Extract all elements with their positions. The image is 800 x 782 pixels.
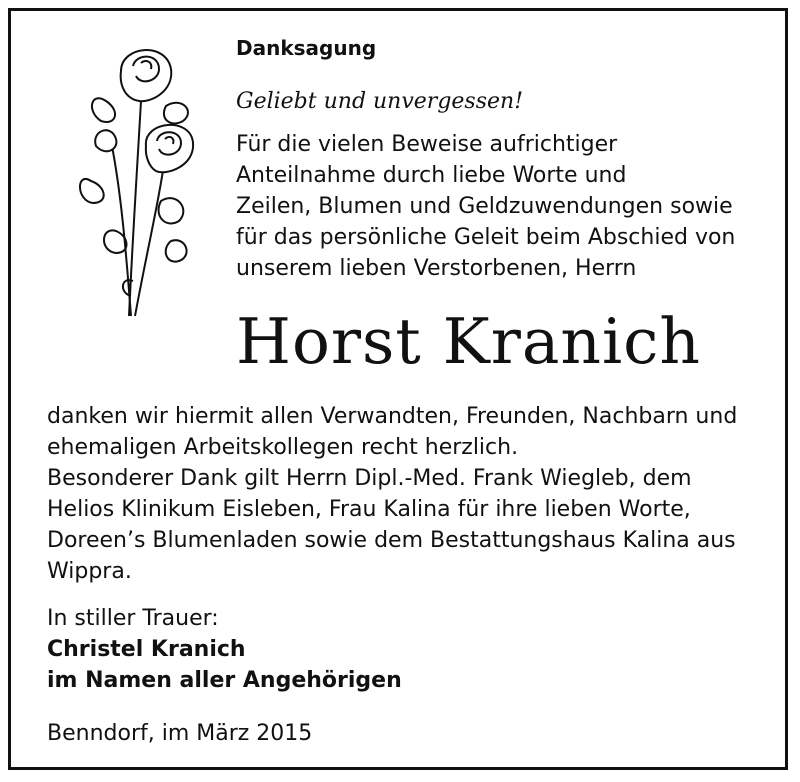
body-line: danken wir hiermit allen Verwandten, Freunden, Nachbarn und (47, 404, 738, 429)
intro-line: unserem lieben Verstorbenen, Herrn (236, 256, 637, 281)
body-line: Besonderer Dank gilt Herrn Dipl.-Med. Frank Wiegleb, dem (47, 466, 692, 491)
notice-motto: Geliebt und unvergessen! (236, 89, 524, 114)
intro-paragraph (236, 129, 781, 284)
place-date: Benndorf, im März 2015 (47, 721, 313, 746)
thanks-paragraph (47, 401, 787, 587)
intro-line: für das persönliche Geleit beim Abschied von (236, 225, 736, 250)
body-line: Wippra. (47, 559, 132, 584)
mourning-block (47, 603, 402, 696)
intro-line: Anteilnahme durch liebe Worte und (236, 163, 627, 188)
body-line: Helios Klinikum Eisleben, Frau Kalina für ihre lieben Worte, (47, 497, 691, 522)
body-line: Doreen’s Blumenladen sowie dem Bestattungshaus Kalina aus (47, 528, 736, 553)
body-line: ehemaligen Arbeitskollegen recht herzlich. (47, 435, 519, 460)
signatory-note: im Namen aller Angehörigen (47, 668, 402, 693)
intro-line: Für die vielen Beweise aufrichtiger (236, 132, 618, 157)
notice-heading: Danksagung (236, 36, 377, 60)
intro-line: Zeilen, Blumen und Geldzuwendungen sowie (236, 194, 733, 219)
signatory-name: Christel Kranich (47, 637, 246, 662)
mourning-label: In stiller Trauer: (47, 606, 219, 631)
deceased-name: Horst Kranich (236, 305, 701, 378)
rose-illustration-icon (71, 31, 221, 321)
obituary-card (8, 8, 788, 770)
